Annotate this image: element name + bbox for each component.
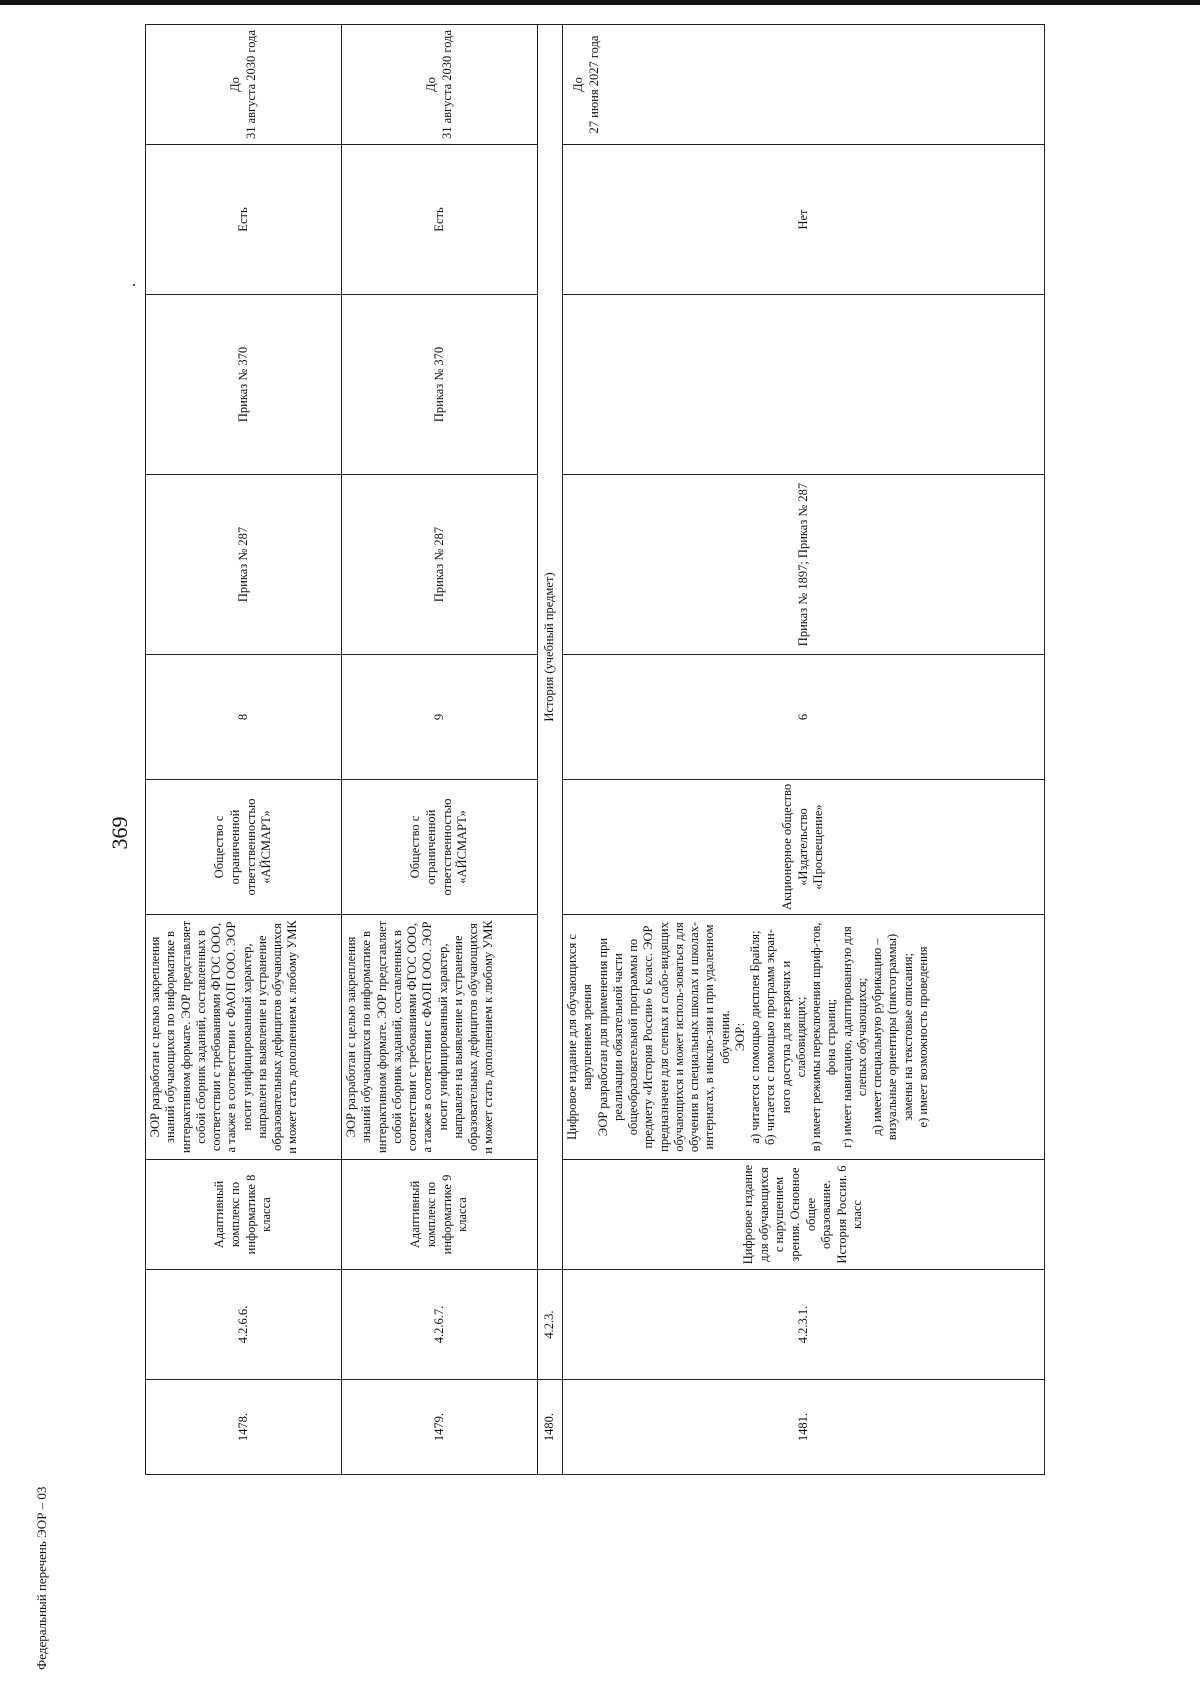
resource-description: ЭОР разработан с целью закрепления знаний обучающихся по информатике в интерактивном формате. ЭОР представляет собой сборник заданий, составленных в соответствии с требованиями ФГОС ООО, а также в соответствии с ФАОП ООО. ЭОР носит унифицированный характер, направлен на выявление и устранение образовательных дефицитов обучающихся и может стать дополнением к любому УМК <box>342 915 538 1160</box>
resource-description <box>563 915 1045 1160</box>
order-faop <box>563 295 1045 475</box>
row-number: 1478. <box>146 1380 342 1475</box>
desc-body: ЭОР разработан для применения при реализации обязательной части общеобразовательной программы по предмету «История России» 6 класс. ЭОР предназначен для слепых и слабо-видящих обучающихся и может исполь-зоваться для обучения в специальных школах и школах-интернатах, в инклю-зии и при удаленном обучении. <box>595 921 732 1153</box>
desc-item-e: д) имеет специальную рубрикацию – визуальные ориентиры (пиктограммы) замены на текстовые описания; <box>870 933 915 1141</box>
footer-text: Федеральный перечень ЭОР – 03 <box>34 1486 49 1670</box>
top-border <box>0 0 1200 5</box>
order-fgos: Приказ № 1897; Приказ № 287 <box>563 475 1045 655</box>
section-title: История (учебный предмет) <box>538 25 563 1270</box>
developer: Общество с ограниченной ответственностью «АЙСМАРТ» <box>342 780 538 915</box>
row-code: 4.2.6.6. <box>146 1270 342 1380</box>
deadline-date: 31 августа 2030 года <box>243 29 258 140</box>
row-code: 4.2.6.7. <box>342 1270 538 1380</box>
deadline-prefix: До <box>423 77 438 92</box>
order-faop: Приказ № 370 <box>146 295 342 475</box>
grade: 8 <box>146 655 342 780</box>
table-row <box>146 25 342 1475</box>
row-code: 4.2.3.1. <box>563 1270 1045 1380</box>
desc-item-d: г) имеет навигацию, адаптированную для слепых обучающихся; <box>839 926 869 1148</box>
order-fgos: Приказ № 287 <box>342 475 538 655</box>
desc-eor-label: ЭОР: <box>732 1022 747 1052</box>
deadline <box>146 25 342 145</box>
grade: 6 <box>563 655 1045 780</box>
order-fgos: Приказ № 287 <box>146 475 342 655</box>
resource-name: Адаптивный комплекс по информатике 8 класса <box>146 1160 342 1270</box>
developer: Общество с ограниченной ответственностью «АЙСМАРТ» <box>146 780 342 915</box>
register-table <box>145 24 1045 1475</box>
register-table-container <box>145 29 1045 1475</box>
desc-item-a: а) читается с помощью дисплея Брайля; <box>748 930 762 1144</box>
row-number: 1481. <box>563 1380 1045 1475</box>
desc-intro: Цифровое издание для обучающихся с нарушением зрения <box>565 934 595 1140</box>
section-number: 1480. <box>538 1380 563 1475</box>
desc-item-b: б) читается с помощью программ экран-ного доступа для незрячих и слабовидящих; <box>763 929 808 1145</box>
resource-name: Цифровое издание для обучающихся с нарушением зрения. Основное общее образование. История России. 6 класс <box>563 1160 1045 1270</box>
grade: 9 <box>342 655 538 780</box>
availability: Есть <box>342 145 538 295</box>
resource-description: ЭОР разработан с целью закрепления знаний обучающихся по информатике в интерактивном формате. ЭОР представляет собой сборник заданий, составленных в соответствии с требованиями ФГОС ООО, а также в соответствии с ФАОП ООО. ЭОР носит унифицированный характер, направлен на выявление и устранение образовательных дефицитов обучающихся и может стать дополнением к любому УМК <box>146 915 342 1160</box>
section-code: 4.2.3. <box>538 1270 563 1380</box>
table-row <box>563 25 1045 1475</box>
section-row <box>538 25 563 1475</box>
deadline-prefix: До <box>227 77 242 92</box>
order-faop: Приказ № 370 <box>342 295 538 475</box>
row-number: 1479. <box>342 1380 538 1475</box>
table-row <box>342 25 538 1475</box>
availability: Есть <box>146 145 342 295</box>
resource-name: Адаптивный комплекс по информатике 9 класса <box>342 1160 538 1270</box>
deadline-date: 31 августа 2030 года <box>439 29 454 140</box>
page-number: 369 <box>107 816 132 850</box>
availability: Нет <box>563 145 1045 295</box>
deadline <box>563 25 1045 145</box>
deadline-date: 27 июня 2027 года <box>586 35 601 134</box>
desc-item-c: в) имеет режимы переключения шриф-тов, фона страниц; <box>809 922 839 1152</box>
speck-mark <box>133 284 135 286</box>
desc-item-f: е) имеет возможность проведения <box>915 946 930 1128</box>
developer: Акционерное общество «Издательство «Просвещение» <box>563 780 1045 915</box>
deadline <box>342 25 538 145</box>
deadline-prefix: До <box>571 77 585 92</box>
